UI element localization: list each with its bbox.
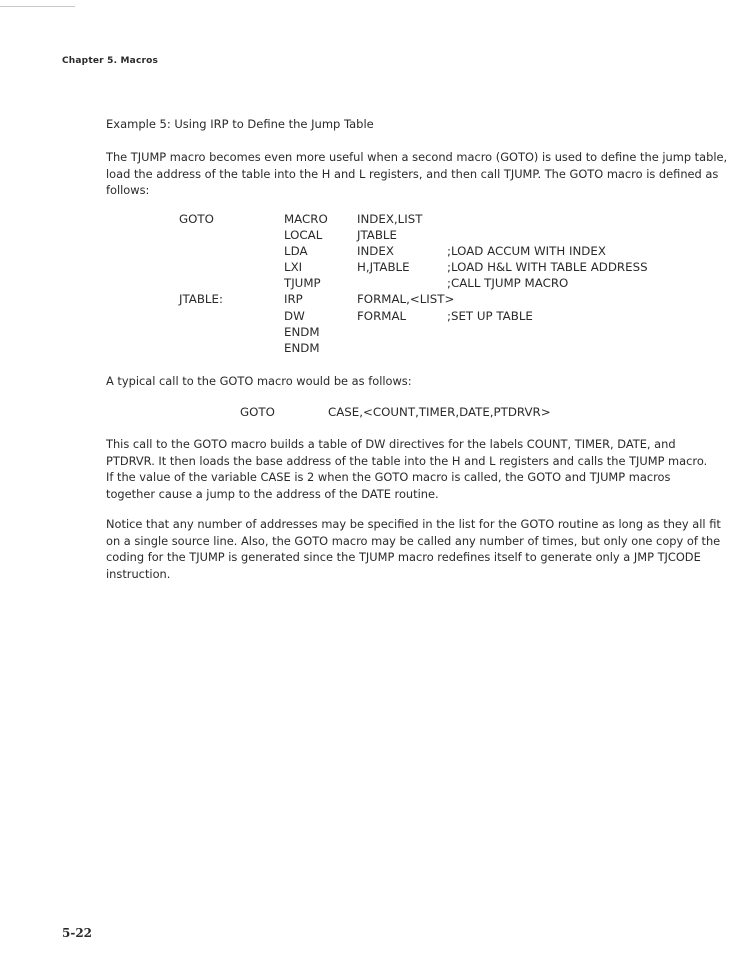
code-comment: ;CALL TJUMP MACRO — [447, 276, 569, 290]
code-opcode: DW — [284, 309, 305, 323]
paragraph-line: The TJUMP macro becomes even more useful when a second macro (GOTO) is used to define the jump table, — [106, 150, 728, 164]
code-opcode: TJUMP — [284, 276, 321, 290]
paragraph-line: instruction. — [106, 567, 171, 582]
code-operand: INDEX,LIST — [357, 212, 423, 226]
code-operand: H,JTABLE — [357, 260, 410, 274]
paragraph-line: PTDRVR. It then loads the base address of the table into the H and L registers and calls the TJUMP macro. — [106, 453, 708, 468]
top-scan-rule — [0, 6, 75, 7]
code-operand: INDEX — [357, 244, 394, 258]
code-comment: ;LOAD H&L WITH TABLE ADDRESS — [447, 260, 648, 274]
call-intro-paragraph — [106, 373, 666, 390]
paragraph-line: coding for the TJUMP is generated since the TJUMP macro redefines itself to generate only a JMP TJCODE — [106, 550, 701, 565]
paragraph-line: load the address of the table into the H and L registers, and then call TJUMP. The GOTO macro is defined as — [106, 166, 719, 181]
code-opcode: IRP — [284, 292, 303, 306]
code-operand: JTABLE — [357, 228, 397, 242]
paragraph-line: follows: — [106, 183, 150, 198]
notice-paragraph — [106, 516, 721, 583]
paragraph-line: This call to the GOTO macro builds a table of DW directives for the labels COUNT, TIMER, DATE, and — [106, 437, 676, 451]
code-opcode: ENDM — [284, 341, 320, 355]
example-title: Example 5: Using IRP to Define the Jump Table — [106, 117, 374, 131]
page-number: 5-22 — [62, 926, 93, 940]
paragraph-line: A typical call to the GOTO macro would be as follows: — [106, 374, 412, 388]
code-opcode: LOCAL — [284, 228, 323, 242]
code-comment: ;SET UP TABLE — [447, 309, 533, 323]
running-header: Chapter 5. Macros — [62, 56, 159, 66]
paragraph-line: together cause a jump to the address of the DATE routine. — [106, 487, 439, 502]
explanation-paragraph — [106, 436, 708, 503]
paragraph-line: Notice that any number of addresses may be specified in the list for the GOTO routine as long as they all fit — [106, 517, 721, 531]
code-label: JTABLE: — [179, 292, 223, 306]
paragraph-line: on a single source line. Also, the GOTO macro may be called any number of times, but only one copy of the — [106, 533, 721, 548]
code-opcode: LDA — [284, 244, 308, 258]
code-opcode: ENDM — [284, 325, 320, 339]
intro-paragraph — [106, 149, 728, 199]
code-comment: ;LOAD ACCUM WITH INDEX — [447, 244, 606, 258]
call-operand: CASE,<COUNT,TIMER,DATE,PTDRVR> — [328, 405, 551, 419]
code-label: GOTO — [179, 212, 214, 226]
paragraph-line: If the value of the variable CASE is 2 when the GOTO macro is called, the GOTO and TJUMP macros — [106, 470, 671, 485]
code-opcode: MACRO — [284, 212, 328, 226]
code-operand: FORMAL,<LIST> — [357, 292, 455, 306]
code-opcode: LXI — [284, 260, 303, 274]
code-operand: FORMAL — [357, 309, 407, 323]
call-opcode: GOTO — [240, 405, 275, 419]
